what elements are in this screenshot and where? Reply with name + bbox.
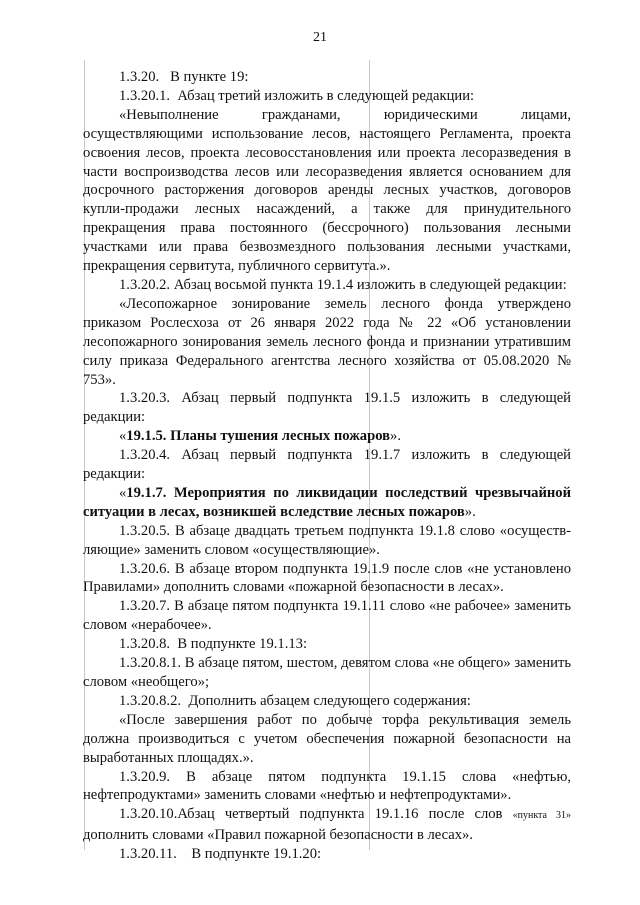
paragraph-1-3-20-4: 1.3.20.4. Абзац первый подпункта 19.1.7 изложить в следующей редакции: bbox=[83, 447, 571, 483]
quote-paragraph: «Невыполнение гражданами, юридическими лицами, осуществляющими использование лесов, настоящего Регламента, проекта освоения лесов, проекта лесовосстановления или проекта лесоразведения в части воспроизводства лесов или лесоразведения является основанием для досрочного расторжения договоров аренды лесных участков, договоров купли-продажи лесных насаждений, а также для принудительного прекращения права постоянного (бессрочного) пользования лесными участками или права безвозмездного пользования лесными участками, прекращения сервитута, публичного сервитута.». bbox=[83, 106, 571, 275]
paragraph-1-3-20: 1.3.20. В пункте 19: bbox=[119, 69, 249, 85]
paragraph-1-3-20-5: 1.3.20.5. В абзаце двадцать третьем подпункта 19.1.8 слово «осуществ-ляющие» заменить словом «осуществляющие». bbox=[83, 522, 571, 558]
bold-quote-19-1-5 bbox=[83, 427, 571, 446]
paragraph-1-3-20-9: 1.3.20.9. В абзаце пятом подпункта 19.1.15 слова «нефтью, нефтепродуктами» заменить словами «нефтью и нефтепродуктами». bbox=[83, 768, 571, 804]
paragraph-text: 1.3.20.10.Абзац четвертый подпункта 19.1.16 после слов bbox=[119, 806, 513, 823]
paragraph-1-3-20-8-2: 1.3.20.8.2. Дополнить абзацем следующего содержания: bbox=[119, 692, 471, 709]
paragraph-1-3-20-2: 1.3.20.2. Абзац восьмой пункта 19.1.4 изложить в следующей редакции: bbox=[119, 276, 567, 293]
paragraph-1-3-20-10 bbox=[83, 805, 571, 845]
document-body bbox=[83, 68, 571, 864]
quote-paragraph: «После завершения работ по добыче торфа рекультивация земель должна производиться с учетом обеспечения пожарной безопасности на выработанных площадях.». bbox=[83, 711, 571, 766]
quote-close: ». bbox=[390, 428, 401, 445]
paragraph-1-3-20-11: 1.3.20.11. В подпункте 19.1.20: bbox=[119, 846, 322, 863]
paragraph-1-3-20-7: 1.3.20.7. В абзаце пятом подпункта 19.1.11 слово «не рабочее» заменить словом «нерабочее». bbox=[83, 598, 571, 634]
paragraph-1-3-20-8-1: 1.3.20.8.1. В абзаце пятом, шестом, девятом слова «не общего» заменить словом «необщего»; bbox=[83, 655, 571, 690]
quote-open: « bbox=[119, 428, 127, 445]
paragraph-1-3-20-6: 1.3.20.6. В абзаце втором подпункта 19.1.9 после слов «не установлено Правилами» дополнить словами «пожарной безопасности в лесах». bbox=[83, 560, 571, 596]
bold-heading-text: 19.1.7. Мероприятия по ликвидации последствий чрезвычайной ситуации в лесах, возникшей вследствие лесных пожаров bbox=[83, 484, 571, 520]
paragraph-1-3-20-3: 1.3.20.3. Абзац первый подпункта 19.1.5 изложить в следующей редакции: bbox=[83, 390, 571, 426]
bold-quote-19-1-7 bbox=[83, 484, 571, 522]
paragraph-text: дополнить словами «Правил пожарной безопасности в лесах». bbox=[83, 827, 474, 844]
quote-paragraph: «Лесопожарное зонирование земель лесного фонда утверждено приказом Рослесхоза от 26 января 2022 года № 22 «Об установлении лесопожарного зонирования земель лесного фонда и признании утратившим силу приказа Федерального агентства лесного хозяйства от 05.08.2020 № 753». bbox=[83, 295, 571, 388]
quote-close: ». bbox=[464, 503, 476, 520]
page-number: 21 bbox=[313, 30, 327, 45]
paragraph-1-3-20-8: 1.3.20.8. В подпункте 19.1.13: bbox=[119, 636, 308, 653]
quote-open: « bbox=[119, 484, 127, 501]
handwritten-insert: «пункта 31» bbox=[512, 810, 571, 822]
bold-heading-text: 19.1.5. Планы тушения лесных пожаров bbox=[126, 428, 391, 445]
paragraph-1-3-20-1: 1.3.20.1. Абзац третий изложить в следующей редакции: bbox=[119, 87, 475, 104]
